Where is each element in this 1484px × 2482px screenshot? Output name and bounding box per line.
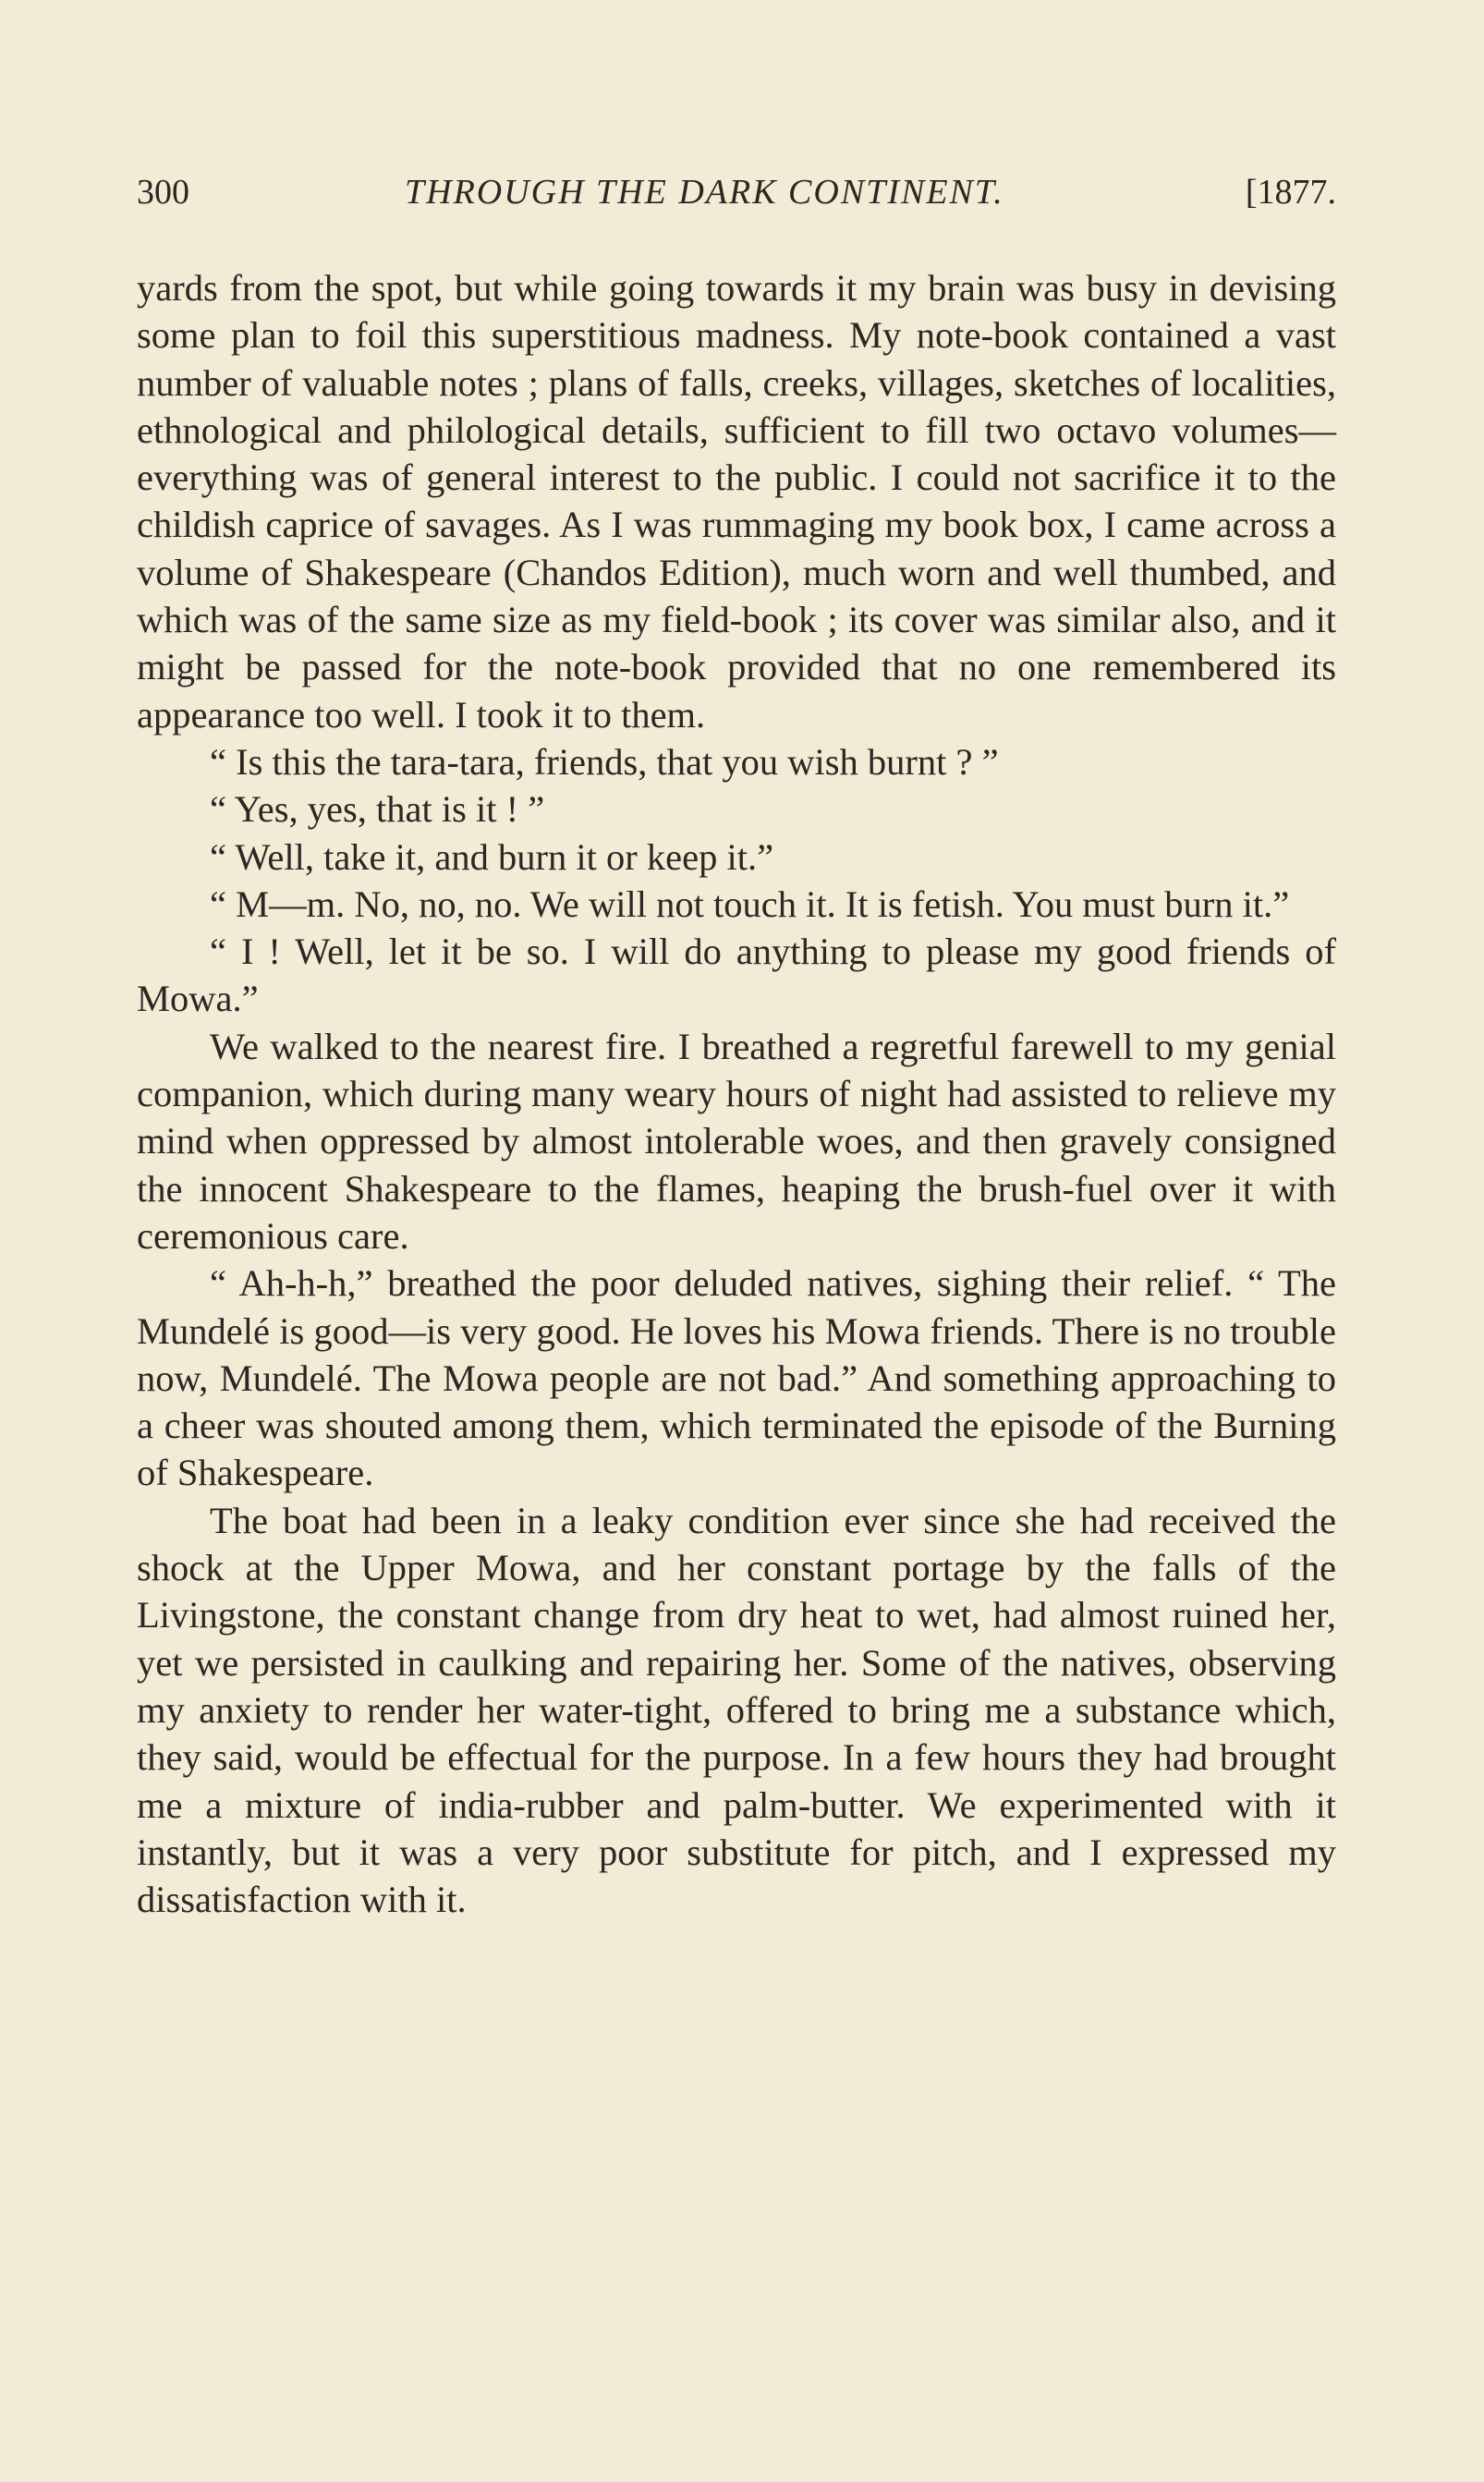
running-title: THROUGH THE DARK CONTINENT. <box>405 173 1004 212</box>
paragraph: “ Well, take it, and burn it or keep it.” <box>210 835 774 878</box>
page-year: [1877. <box>1245 173 1336 212</box>
paragraph: The boat had been in a leaky condition ever since she had received the shock at the Upper Mowa, and her constant portage by the falls of the Livingstone, the constant change from dry heat to wet, had almost ruined her, yet we persisted in caulking and repairing her. Some of the natives, observing my anxiety to render her water-tight, offered to bring me a substance which, they said, would be effectual for the purpose. In a few hours they had brought me a mixture of india-rubber and palm-butter. We experimented with it instantly, but it was a very poor substitute for pitch, and I expressed my dissatisfaction with it. <box>137 1499 1336 1921</box>
paragraph: “ I ! Well, let it be so. I will do anything to please my good friends of Mowa.” <box>137 931 1336 1020</box>
paragraph: yards from the spot, but while going towards it my brain was busy in devising some plan to foil this superstitious madness. My note-book contained a vast number of valuable notes ; plans of falls, creeks, villages, sketches of localities, ethnological and philological details, sufficient to fill two octavo volumes—everything was of general interest to the public. I could not sacrifice it to the childish caprice of savages. As I was rummaging my book box, I came across a volume of Shakespeare (Chandos Edition), much worn and well thumbed, and which was of the same size as my field-book ; its cover was similar also, and it might be passed for the note-book provided that no one remembered its appearance too well. I took it to them. <box>137 267 1336 736</box>
paragraph: We walked to the nearest fire. I breathed a regretful farewell to my genial companion, which during many weary hours of night had assisted to relieve my mind when oppressed by almost intolerable woes, and then gravely consigned the innocent Shakespeare to the flames, heaping the brush-fuel over it with ceremonious care. <box>137 1025 1336 1257</box>
body-text <box>137 264 1336 1923</box>
page-number: 300 <box>137 173 189 212</box>
page-header <box>137 172 1336 218</box>
paragraph: “ Is this the tara-tara, friends, that you wish burnt ? ” <box>210 740 999 783</box>
paragraph: “ Ah-h-h,” breathed the poor deluded natives, sighing their relief. “ The Mundelé is good—is very good. He loves his Mowa friends. There is no trouble now, Mundelé. The Mowa people are not bad.” And something approaching to a cheer was shouted among them, which terminated the episode of the Burning of Shakespeare. <box>137 1262 1336 1494</box>
paragraph: “ Yes, yes, that is it ! ” <box>210 788 545 831</box>
paragraph: “ M—m. No, no, no. We will not touch it. It is fetish. You must burn it.” <box>210 882 1290 925</box>
